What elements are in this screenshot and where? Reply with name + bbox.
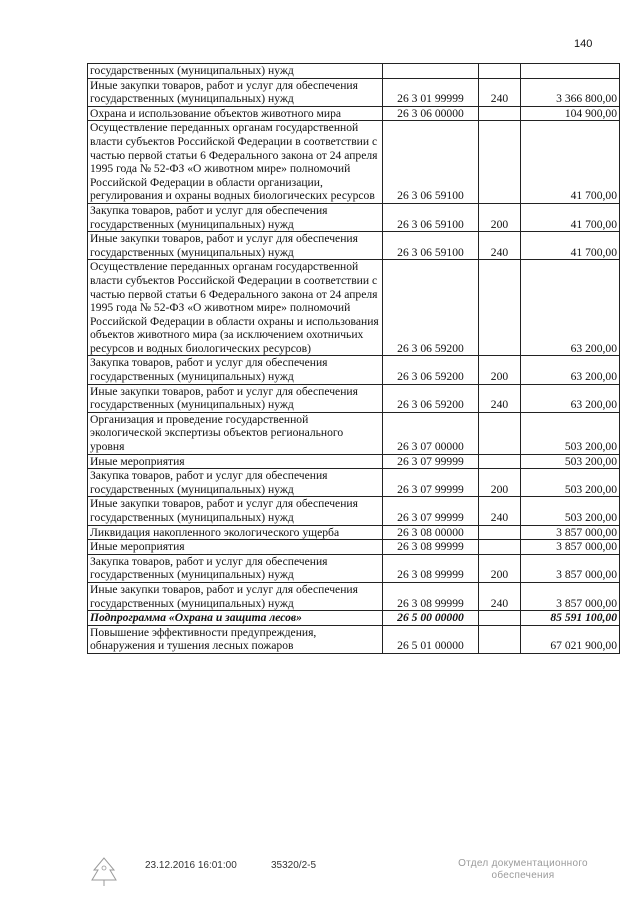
- row-code: 26 3 06 59100: [383, 232, 479, 260]
- row-code: 26 3 08 99999: [383, 554, 479, 582]
- row-amount: 3 366 800,00: [521, 78, 620, 106]
- table-row: [88, 540, 620, 555]
- row-description: Иные мероприятия: [88, 540, 383, 555]
- budget-table-body: [88, 64, 620, 654]
- row-amount: 104 900,00: [521, 106, 620, 121]
- row-description: Осуществление переданных органам государственной власти субъектов Российской Федерации в соответствии с частью первой статьи 6 Федерального закона от 24 апреля 1995 года № 52-ФЗ «О животном мире» полномочий Российской Федерации в области организации, регулирования и охраны водных биологических ресурсов: [88, 121, 383, 204]
- row-amount: 503 200,00: [521, 497, 620, 525]
- row-code: 26 3 06 59200: [383, 260, 479, 356]
- row-expense-type: 240: [479, 497, 521, 525]
- row-expense-type: [479, 64, 521, 79]
- row-code: 26 3 07 00000: [383, 412, 479, 454]
- row-code: 26 3 06 59100: [383, 121, 479, 204]
- table-row: [88, 582, 620, 610]
- row-code: 26 3 07 99999: [383, 497, 479, 525]
- page-number: 140: [574, 38, 593, 50]
- row-description: Повышение эффективности предупреждения, обнаружения и тушения лесных пожаров: [88, 625, 383, 653]
- row-description: Иные закупки товаров, работ и услуг для обеспечения государственных (муниципальных) нужд: [88, 232, 383, 260]
- table-row: [88, 611, 620, 626]
- row-description: Иные закупки товаров, работ и услуг для обеспечения государственных (муниципальных) нужд: [88, 497, 383, 525]
- row-code: 26 3 08 99999: [383, 540, 479, 555]
- row-amount: 3 857 000,00: [521, 582, 620, 610]
- row-code: 26 5 01 00000: [383, 625, 479, 653]
- row-amount: 63 200,00: [521, 260, 620, 356]
- table-row: [88, 554, 620, 582]
- row-amount: 63 200,00: [521, 356, 620, 384]
- row-amount: 41 700,00: [521, 121, 620, 204]
- row-code: [383, 64, 479, 79]
- row-description: Охрана и использование объектов животного мира: [88, 106, 383, 121]
- footer-date: 23.12.2016 16:01:00: [145, 860, 237, 871]
- row-expense-type: [479, 121, 521, 204]
- row-description: Иные закупки товаров, работ и услуг для обеспечения государственных (муниципальных) нужд: [88, 582, 383, 610]
- row-amount: 503 200,00: [521, 454, 620, 469]
- table-row: [88, 454, 620, 469]
- row-expense-type: 240: [479, 582, 521, 610]
- row-code: 26 3 08 00000: [383, 525, 479, 540]
- row-amount: 503 200,00: [521, 469, 620, 497]
- row-description: Закупка товаров, работ и услуг для обеспечения государственных (муниципальных) нужд: [88, 203, 383, 231]
- row-description: Иные мероприятия: [88, 454, 383, 469]
- row-code: 26 3 06 59200: [383, 356, 479, 384]
- table-row: [88, 106, 620, 121]
- budget-table: [87, 63, 620, 654]
- table-row: [88, 384, 620, 412]
- page-footer: [0, 856, 640, 896]
- row-amount: 3 857 000,00: [521, 525, 620, 540]
- row-code: 26 3 06 59200: [383, 384, 479, 412]
- row-amount: 63 200,00: [521, 384, 620, 412]
- table-row: [88, 64, 620, 79]
- row-description: Закупка товаров, работ и услуг для обеспечения государственных (муниципальных) нужд: [88, 469, 383, 497]
- row-code: 26 3 07 99999: [383, 454, 479, 469]
- table-row: [88, 469, 620, 497]
- table-row: [88, 497, 620, 525]
- table-row: [88, 78, 620, 106]
- table-row: [88, 232, 620, 260]
- row-amount: 3 857 000,00: [521, 554, 620, 582]
- footer-document-id: 35320/2-5: [271, 860, 317, 871]
- row-amount: 85 591 100,00: [521, 611, 620, 626]
- row-expense-type: [479, 412, 521, 454]
- row-description: Иные закупки товаров, работ и услуг для обеспечения государственных (муниципальных) нужд: [88, 78, 383, 106]
- row-description: Осуществление переданных органам государственной власти субъектов Российской Федерации в соответствии с частью первой статьи 6 Федерального закона от 24 апреля 1995 года № 52-ФЗ «О животном мире» полномочий Российской Федерации в области охраны и использования объектов животного мира (за исключением охотничьих ресурсов и водных биологических ресурсов): [88, 260, 383, 356]
- row-amount: 67 021 900,00: [521, 625, 620, 653]
- row-expense-type: [479, 625, 521, 653]
- table-row: [88, 625, 620, 653]
- table-row: [88, 260, 620, 356]
- row-expense-type: [479, 260, 521, 356]
- row-expense-type: [479, 454, 521, 469]
- row-code: 26 5 00 00000: [383, 611, 479, 626]
- row-amount: 41 700,00: [521, 232, 620, 260]
- row-expense-type: [479, 540, 521, 555]
- row-code: 26 3 01 99999: [383, 78, 479, 106]
- row-expense-type: [479, 106, 521, 121]
- row-code: 26 3 06 00000: [383, 106, 479, 121]
- row-code: 26 3 08 99999: [383, 582, 479, 610]
- table-row: [88, 525, 620, 540]
- table-row: [88, 412, 620, 454]
- row-code: 26 3 07 99999: [383, 469, 479, 497]
- row-amount: [521, 64, 620, 79]
- row-description: Подпрограмма «Охрана и защита лесов»: [88, 611, 383, 626]
- table-row: [88, 203, 620, 231]
- row-amount: 41 700,00: [521, 203, 620, 231]
- row-expense-type: [479, 611, 521, 626]
- department-stamp: [448, 858, 598, 882]
- row-description: Ликвидация накопленного экологического ущерба: [88, 525, 383, 540]
- row-amount: 503 200,00: [521, 412, 620, 454]
- table-row: [88, 356, 620, 384]
- row-amount: 3 857 000,00: [521, 540, 620, 555]
- row-description: Организация и проведение государственной экологической экспертизы объектов регионального уровня: [88, 412, 383, 454]
- row-expense-type: 240: [479, 384, 521, 412]
- row-description: Иные закупки товаров, работ и услуг для обеспечения государственных (муниципальных) нужд: [88, 384, 383, 412]
- coat-of-arms-icon: [91, 856, 117, 888]
- table-row: [88, 121, 620, 204]
- row-code: 26 3 06 59100: [383, 203, 479, 231]
- stamp-line-1: Отдел документационного: [458, 858, 588, 869]
- row-expense-type: 200: [479, 554, 521, 582]
- stamp-line-2: обеспечения: [491, 870, 555, 881]
- row-description: Закупка товаров, работ и услуг для обеспечения государственных (муниципальных) нужд: [88, 356, 383, 384]
- row-expense-type: 200: [479, 469, 521, 497]
- row-expense-type: 200: [479, 356, 521, 384]
- row-expense-type: 240: [479, 232, 521, 260]
- row-expense-type: 240: [479, 78, 521, 106]
- row-description: Закупка товаров, работ и услуг для обеспечения государственных (муниципальных) нужд: [88, 554, 383, 582]
- row-description: государственных (муниципальных) нужд: [88, 64, 383, 79]
- row-expense-type: [479, 525, 521, 540]
- row-expense-type: 200: [479, 203, 521, 231]
